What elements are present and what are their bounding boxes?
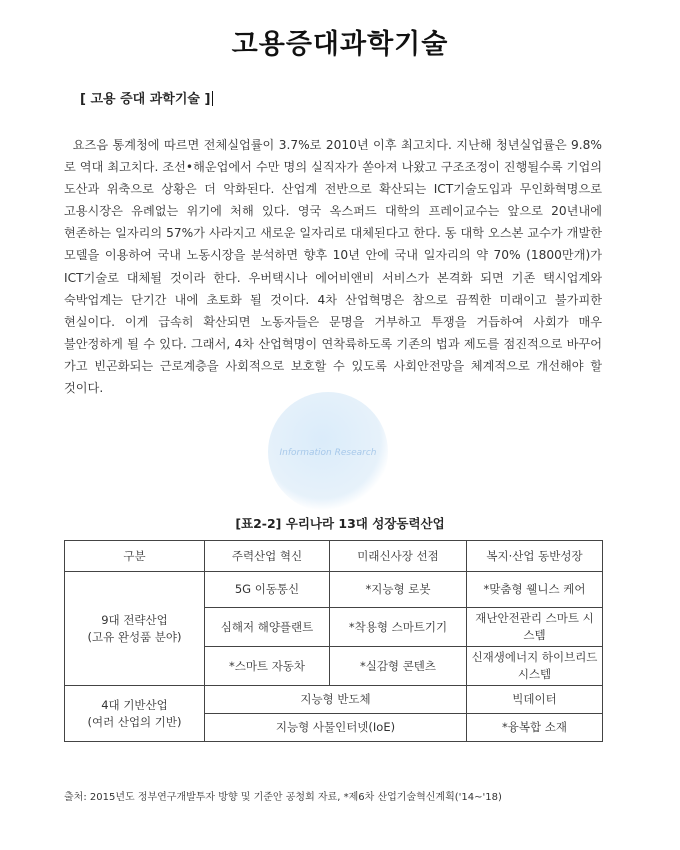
table-header-row: [65, 541, 603, 572]
table-cell: 신재생에너지 하이브리드 시스템: [467, 647, 603, 686]
watermark-globe-logo: [268, 392, 388, 512]
text-cursor: [212, 91, 213, 106]
header-future-market: 미래신사장 선점: [330, 541, 467, 572]
table-cell: 재난안전관리 스마트 시스템: [467, 608, 603, 647]
table-cell: *착용형 스마트기기: [330, 608, 467, 647]
paragraph-text: 요즈음 통계청에 따르면 전체실업률이 3.7%로 2010년 이후 최고치다. 지난해 청년실업률은 9.8%로 역대 최고치다. 조선•해운업에서 수만 명의 실직자가 쏟아져 나왔고 구조조정이 진행될수록 기업의 도산과 위축으로 상황은 더 악화된다. 산업계 전반으로 확산되는 ICT기술도입과 무인화혁명으로 고용시장은 유례없는 위기에 처해 있다. 영국 옥스퍼드 대학의 프레이교수는 앞으로 20년내에 현존하는 일자리의 57%가 사라지고 새로운 일자리로 대체된다고 한다. 동 대학 오스본 교수가 개발한 모델을 이용하여 국내 노동시장을 분석하면 향후 10년 안에 국내 일자리의 약 70% (1800만개)가 ICT기술로 대체될 것이라 한다. 우버택시나 에어비앤비 서비스가 본격화 되면 기존 택시업계와 숙박업계는 단기간 내에 초토화 될 것이다. 4차 산업혁명은 참으로 끔찍한 미래이고 불가피한 현실이다. 이게 급속히 확산되면 노동자들은 문명을 거부하고 투쟁을 거듭하여 사회가 매우 불안정하게 될 수 있다. 그래서, 4차 산업혁명이 연착륙하도록 기존의 법과 제도를 점진적으로 바꾸어 가고 빈곤화되는 근로계층을 사회적으로 보호할 수 있도록 사회안전망을 체계적으로 개선해야 할 것이다.: [64, 138, 602, 396]
table-cell: *지능형 로봇: [330, 572, 467, 608]
table-row: [65, 572, 603, 608]
table-cell: 심해저 해양플랜트: [205, 608, 330, 647]
subtitle-text: [ 고용 증대 과학기술 ]: [80, 92, 211, 107]
group-label-line: (여러 산업의 기반): [87, 714, 182, 729]
group-label-foundation: [65, 686, 205, 742]
header-main-industry: 주력산업 혁신: [205, 541, 330, 572]
table-cell: *스마트 자동차: [205, 647, 330, 686]
table-cell: *실감형 콘텐츠: [330, 647, 467, 686]
group-label-line: (고유 완성품 분야): [87, 629, 182, 644]
table-cell: 5G 이동통신: [205, 572, 330, 608]
group-label-strategic: [65, 572, 205, 686]
group-label-line: 9대 전략산업: [101, 612, 168, 627]
table-cell: *맞춤형 웰니스 케어: [467, 572, 603, 608]
table-cell: 빅데이터: [467, 686, 603, 714]
header-category: 구분: [65, 541, 205, 572]
watermark-text: Information Research: [279, 448, 377, 458]
document-subtitle: [80, 88, 213, 107]
table-cell: 지능형 반도체: [205, 686, 467, 714]
header-welfare-industry: 복지·산업 동반성장: [467, 541, 603, 572]
source-note: 출처: 2015년도 정부연구개발투자 방향 및 기준안 공청회 자료, *제6차 산업기술혁신계획('14~'18): [64, 792, 502, 803]
table-row: [65, 686, 603, 714]
table-cell: 지능형 사물인터넷(IoE): [205, 714, 467, 742]
growth-industry-table: [64, 540, 603, 742]
table-cell: *융복합 소재: [467, 714, 603, 742]
body-paragraph: [64, 134, 602, 399]
group-label-line: 4대 기반산업: [101, 697, 168, 712]
document-title: 고용증대과학기술: [231, 29, 449, 60]
table-caption: [표2-2] 우리나라 13대 성장동력산업: [235, 516, 445, 531]
